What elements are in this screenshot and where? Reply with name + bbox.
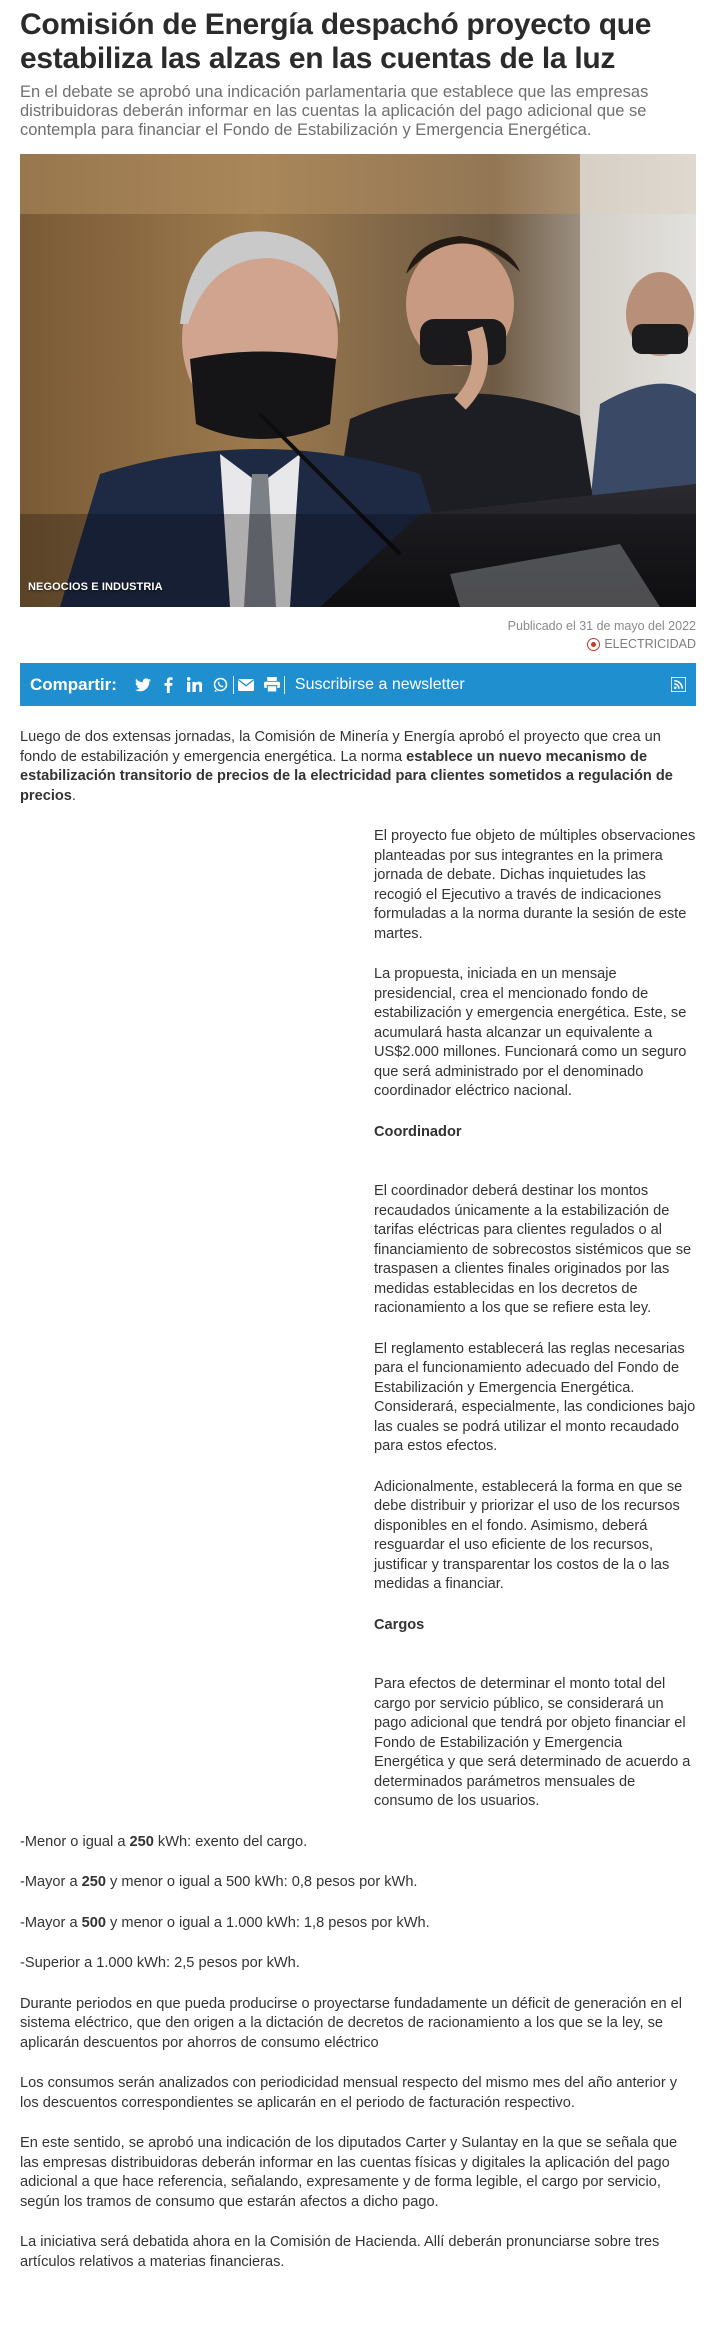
- paragraph-coordinador: El coordinador deberá destinar los montos recaudados únicamente a la estabilización de tarifas eléctricas para clientes regulados o al financiamiento de sobrecostos sistémicos que se traspasen a clientes finales originados por las medidas establecidas en los decretos de racionamiento a los que se refiere esta ley.: [374, 1183, 692, 1316]
- share-divider: [233, 676, 234, 694]
- print-icon[interactable]: [264, 677, 280, 693]
- category-icon: [587, 638, 600, 651]
- intro-end: .: [71, 787, 76, 804]
- newsletter-divider: [284, 676, 285, 694]
- hero-photo-illustration: [20, 154, 696, 607]
- publish-date: Publicado el 31 de mayo del 2022: [507, 619, 696, 633]
- paragraph-hacienda: La iniciativa será debatida ahora en la Comisión de Hacienda. Allí deberán pronunciarse sobre tres artículos relativos a materias financieras.: [20, 2234, 660, 2270]
- tier-3: [20, 1914, 696, 1934]
- paragraph-consumos: Los consumos serán analizados con periodicidad mensual respecto del mismo mes del año anterior y los descuentos correspondientes se aplicarán en el periodo de facturación respectivo.: [20, 2075, 678, 2111]
- tier-3-prefix: -Mayor a: [20, 1914, 82, 1931]
- tier-1-suffix: kWh: exento del cargo.: [153, 1833, 308, 1850]
- article-meta: [20, 619, 696, 651]
- tier-2: [20, 1873, 696, 1893]
- article-title: Comisión de Energía despachó proyecto que estabiliza las alzas en las cuentas de la luz: [20, 8, 652, 75]
- intro-text: Luego de dos extensas jornadas, la Comisión de Minería y Energía aprobó el proyecto que crea un fondo de estabilización y emergencia energética. La norma: [20, 729, 661, 765]
- newsletter-link[interactable]: Suscribirse a newsletter: [294, 675, 465, 693]
- intro-paragraph: [20, 728, 696, 806]
- tier-1: [20, 1833, 696, 1853]
- whatsapp-icon[interactable]: [213, 677, 229, 693]
- paragraph-cargo: Para efectos de determinar el monto total del cargo por servicio público, se considerará un pago adicional que tendrá por objeto financiar el Fondo de Estabilización y Emergencia Energética y que será determinado de acuerdo a determinados parámetros mensuales de consumo de los usuarios.: [374, 1676, 691, 1809]
- share-label: Compartir:: [30, 674, 117, 694]
- facebook-icon[interactable]: [161, 677, 177, 693]
- tier-2-prefix: -Mayor a: [20, 1874, 82, 1890]
- article-lead: En el debate se aprobó una indicación parlamentaria que establece que las empresas distribuidoras deberán informar en las cuentas la aplicación del pago adicional que se contempla para financiar el Fondo de Estabilización y Emergencia Energética.: [20, 83, 649, 139]
- share-icons: [135, 677, 229, 693]
- paragraph-observaciones: El proyecto fue objeto de múltiples observaciones planteadas por sus integrantes en la primera jornada de debate. Dichas inquietudes las recogió el Ejecutivo a través de indicaciones formuladas a la norma durante la sesión de este martes.: [374, 828, 696, 942]
- rss-icon[interactable]: [671, 677, 686, 692]
- category-link[interactable]: [20, 637, 696, 651]
- paragraph-indicacion: En este sentido, se aprobó una indicación de los diputados Carter y Sulantay en la que se señala que las empresas distribuidoras deberán informar en las cuentas físicas y digitales la aplicación del pago adicional a que hace referencia, señalando, expresamente y de forma legible, el cargo por servicio, según los tramos de consumo que estarán afectos a dicho pago.: [20, 2135, 678, 2210]
- tier-4: -Superior a 1.000 kWh: 2,5 pesos por kWh.: [20, 1955, 300, 1971]
- twitter-icon[interactable]: [135, 677, 151, 693]
- utility-icons: [238, 677, 280, 693]
- linkedin-icon[interactable]: [187, 677, 203, 693]
- paragraph-distribucion: Adicionalmente, establecerá la forma en que se debe distribuir y priorizar el uso de los recursos disponibles en el fondo. Asimismo, deberá resguardar el uso eficiente de los recursos, justificar y transparentar los costos de la o las medidas a financiar.: [374, 1478, 683, 1592]
- tier-1-value: 250: [129, 1833, 154, 1850]
- subhead-coordinador: Coordinador: [374, 1123, 462, 1140]
- paragraph-propuesta: La propuesta, iniciada en un mensaje presidencial, crea el mencionado fondo de estabilización y emergencia energética. Este, se acumulará hasta alcanzar un equivalente a US$2.000 millones. Funcionará como un seguro que será administrado por el denominado coordinador eléctrico nacional.: [374, 966, 687, 1099]
- image-category-tag: NEGOCIOS E INDUSTRIA: [28, 581, 163, 593]
- share-bar: [20, 663, 696, 706]
- paragraph-deficit: Durante periodos en que pueda producirse o proyectarse fundadamente un déficit de generación en el sistema eléctrico, que den origen a la dictación de decretos de racionamiento a los que se la ley, se aplicarán descuentos por ahorros de consumo eléctrico: [20, 1995, 683, 2051]
- tier-3-suffix: y menor o igual a 1.000 kWh: 1,8 pesos por kWh.: [106, 1914, 430, 1931]
- embedded-content-space: [20, 827, 374, 1795]
- tier-2-suffix: y menor o igual a 500 kWh: 0,8 pesos por kWh.: [106, 1874, 418, 1890]
- category-label[interactable]: ELECTRICIDAD: [604, 637, 696, 651]
- subhead-cargos: Cargos: [374, 1616, 425, 1633]
- tier-3-value: 500: [81, 1914, 106, 1931]
- hero-photo: [20, 154, 696, 607]
- article-body: [20, 728, 696, 2272]
- paragraph-reglamento: El reglamento establecerá las reglas necesarias para el funcionamiento adecuado del Fondo de Estabilización y Emergencia Energética. Considerará, especialmente, las condiciones bajo las cuales se podrá utilizar el monto recaudado para estos efectos.: [374, 1340, 696, 1454]
- tier-2-value: 250: [81, 1874, 106, 1890]
- tier-1-prefix: -Menor o igual a: [20, 1833, 130, 1850]
- email-icon[interactable]: [238, 677, 254, 693]
- intro-bold-text: establece un nuevo mecanismo de estabilización transitorio de precios de la electricidad para clientes sometidos a regulación de precios: [20, 748, 673, 804]
